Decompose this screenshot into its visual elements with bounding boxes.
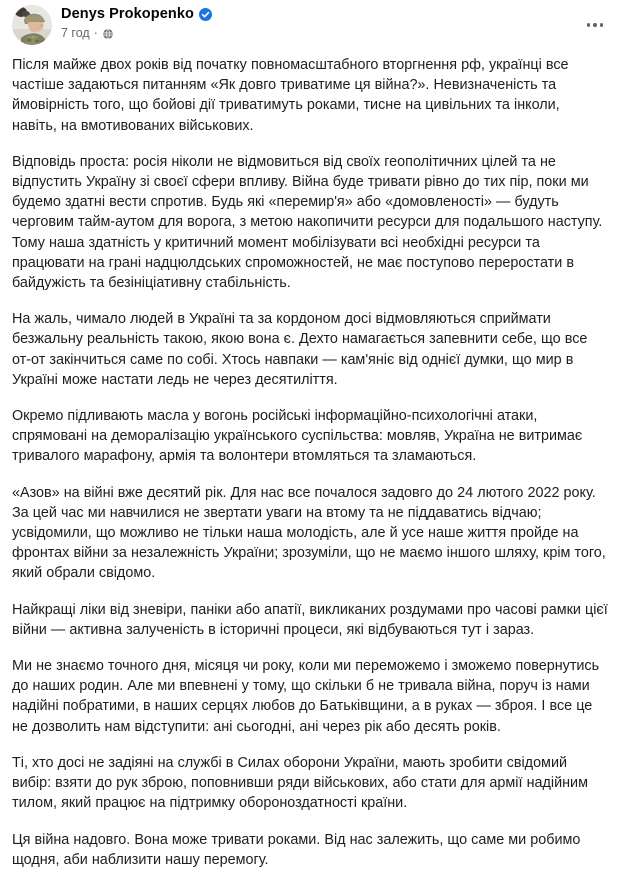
- post-header: [12, 4, 608, 47]
- three-dots-menu-icon[interactable]: [580, 10, 610, 40]
- soldier-profile-photo: [12, 5, 52, 45]
- post-timestamp[interactable]: 7 год: [61, 26, 90, 40]
- menu-dots: [587, 23, 604, 27]
- post-paragraph: Окремо підливають масла у вогонь російські інформаційно-психологічні атаки, спрямовані на деморалізацію українського суспільства: мовляв, Україна не витримає тривалого марафону, армія та волонтери втомляться та зламаються.: [12, 408, 583, 465]
- menu-dot: [587, 23, 591, 27]
- menu-dot: [600, 23, 604, 27]
- author-name[interactable]: Denys Prokopenko: [61, 6, 194, 22]
- post-paragraph: «Азов» на війні вже десятий рік. Для нас все почалося задовго до 24 лютого 2022 року. За цей час ми навчилися не звертати уваги на втому та не піддаватись відчаю; усвідомили, що можливо не тільки наша молодість, але й усе наше життя пройде на фронтах війни за незалежність України; зрозуміли, що не маємо іншого шляху, крім того, який обрали свідомо.: [12, 484, 606, 582]
- meta-separator: ·: [93, 26, 98, 40]
- post-paragraph: Ті, хто досі не задіяні на службі в Силах оборони України, мають зробити свідомий вибір: взяти до рук зброю, поповнивши ряди військових, або стати для армії надійним тилом, який працює на підтримку обороноздатності країни.: [12, 754, 588, 812]
- post-paragraph: Відповідь проста: росія ніколи не відмовиться від своїх геополітичних цілей та не відпустить Україну зі своєї сфери впливу. Війна буде тривати рівно до тих пір, поки ми будемо здатні вести спротив. Будь які «перемир'я» або «домовленості» — будуть черговим тайм-аутом для ворога, з метою накопичити ресурси для подальшого наступу. Тому наша здатність у критичний момент мобілізувати всі необхідні ресурси та працювати на грані надцюлдських спроможностей, не має поступово переростати в байдужість та безініціативну стабільність.: [12, 153, 603, 292]
- menu-dot: [593, 23, 597, 27]
- post-paragraph: Після майже двох років від початку повномасштабного вторгнення рф, українці все частіше задаються питанням «Як довго триватиме ця війна?». Невизначеність та ймовірність того, що бойові дії триватимуть роками, тисне на цивільних та інколи, навіть, на вмотивованих військових.: [12, 57, 569, 134]
- post-paragraph: Ми не знаємо точного дня, місяця чи року, коли ми переможемо і зможемо повернутись до наших родин. Але ми впевнені у тому, що скільки б не тривала війна, поруч із нами надійні побратими, в наших серцях любов до Батьківщини, а в руках — зброя. І все це не дозволить нам відступити: ані сьогодні, ані через рік або десять років.: [12, 658, 600, 735]
- author-row: [61, 6, 212, 23]
- post-body: [12, 47, 608, 870]
- post-meta: [61, 26, 212, 41]
- verified-check-icon: [199, 8, 212, 21]
- post-header-text: [61, 5, 212, 41]
- post-paragraph: Найкращі ліки від зневіри, паніки або апатії, викликаних роздумами про часові рамки цієї війни — активна залученість в історичні процеси, які відбуваються тут і зараз.: [12, 601, 608, 638]
- globe-public-icon[interactable]: [102, 28, 114, 40]
- post-paragraph: Ця війна надовго. Вона може тривати роками. Від нас залежить, що саме ми робимо щодня, аби наблизити нашу перемогу.: [12, 831, 581, 868]
- avatar[interactable]: [12, 5, 52, 45]
- post-paragraph: На жаль, чимало людей в Україні та за кордоном досі відмовляються сприймати безжальну реальність такою, якою вона є. Дехто намагається запевнити себе, що все от-от закінчиться саме по собі. Хтось навпаки — кам'яніє від однієї думки, що мир в Україні може настати ледь не через десятиліття.: [12, 311, 588, 388]
